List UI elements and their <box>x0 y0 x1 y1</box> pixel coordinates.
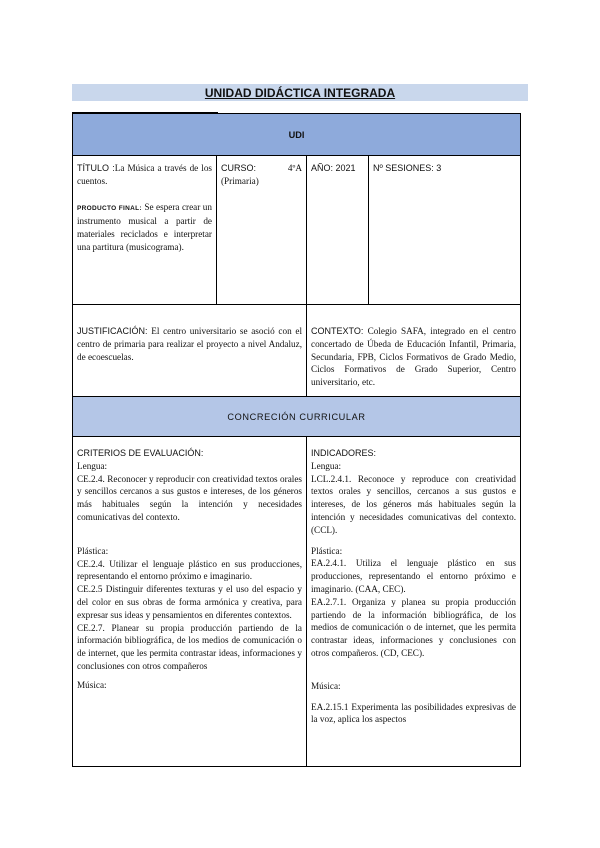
contexto-label: CONTEXTO: <box>311 326 364 336</box>
document-title: UNIDAD DIDÁCTICA INTEGRADA <box>204 86 396 100</box>
document-title-bar <box>72 84 528 101</box>
criterios-plastica: Plástica: <box>77 545 109 556</box>
curso-label: CURSO: <box>221 163 257 173</box>
criterios-musica: Música: <box>77 679 107 690</box>
titulo-label: TÍTULO : <box>77 163 115 173</box>
ce27: CE.2.7. Planear su propia producción partiendo de la información bibliográfica, de los medios de comunicación o de internet, que les permita contrastar ideas, informaciones y conclusiones con otros compañeros <box>77 622 302 671</box>
contexto-cell <box>307 305 521 397</box>
curso-cell <box>217 156 307 305</box>
criterios-cell <box>73 437 307 767</box>
sesiones-label: Nº SESIONES: 3 <box>373 163 442 173</box>
indicadores-musica: Música: <box>311 680 341 691</box>
ce25: CE.2.5 Distinguir diferentes texturas y el uso del espacio y del color en sus obras de forma armónica y creativa, para expresar sus ideas y pensamientos en diferentes contextos. <box>77 584 302 620</box>
titulo-value: La Música a través de los cuentos. <box>77 163 212 186</box>
udi-table <box>72 113 521 767</box>
sesiones-cell <box>369 156 521 305</box>
anio-label: AÑO: 2021 <box>311 163 356 173</box>
concrecion-header: CONCRECIÓN CURRICULAR <box>73 397 521 437</box>
producto-value: Se espera crear un instrumento musical a partir de materiales reciclados e interpretar una partitura (musicograma). <box>77 201 212 252</box>
lcl241: LCL.2.4.1. Reconoce y reproduce con creatividad textos orales y sencillos, cercanos a sus gustos e intereses, de los géneros más habituales según la intención y necesidades comunicativas del contexto. (CCL). <box>311 473 517 535</box>
indicadores-label: INDICADORES: <box>311 448 377 458</box>
contexto-value: Colegio SAFA, integrado en el centro concertado de Úbeda de Educación Infantil, Primaria, Secundaria, FPB, Ciclos Formativos de Grado Medio, Ciclos Formativos de Grado Superior, Centro universitario, etc. <box>311 326 517 388</box>
udi-header: UDI <box>73 114 521 156</box>
ce24-lengua: CE.2.4. Reconocer y reproducir con creatividad textos orales y sencillos cercanos a sus gustos e intereses, de los géneros más habituales según la intención y necesidades comunicativas del contexto. <box>77 473 302 522</box>
curso-value: 4ºA (Primaria) <box>221 163 302 186</box>
indicadores-lengua: Lengua: <box>311 460 342 471</box>
ea271: EA.2.7.1. Organiza y planea su propia producción partiendo de la información bibliográfica, de los medios de comunicación o de internet, que les permita contrastar ideas, informaciones y conclusiones con otros compañeros. (CD, CEC). <box>311 596 517 658</box>
ea241: EA.2.4.1. Utiliza el lenguaje plástico en sus producciones, representando el entorno próximo e imaginario. (CAA, CEC). <box>311 558 517 594</box>
titulo-cell <box>73 156 217 305</box>
ea2151: EA.2.15.1 Experimenta las posibilidades expresivas de la voz, aplica los aspectos <box>311 701 517 725</box>
indicadores-plastica: Plástica: <box>311 545 343 556</box>
criterios-label: CRITERIOS DE EVALUACIÓN: <box>77 448 204 458</box>
criterios-lengua: Lengua: <box>77 460 108 471</box>
ce24-plastica: CE.2.4. Utilizar el lenguaje plástico en sus producciones, representando el entorno próximo e imaginario. <box>77 558 302 582</box>
indicadores-cell <box>307 437 521 767</box>
justificacion-label: JUSTIFICACIÓN: <box>77 326 148 336</box>
anio-cell <box>307 156 369 305</box>
producto-label: PRODUCTO FINAL: <box>77 204 142 212</box>
justificacion-value: El centro universitario se asoció con el centro de primaria para realizar el proyecto a nivel Andaluz, de ecoescuelas. <box>77 326 302 362</box>
justificacion-cell <box>73 305 307 397</box>
